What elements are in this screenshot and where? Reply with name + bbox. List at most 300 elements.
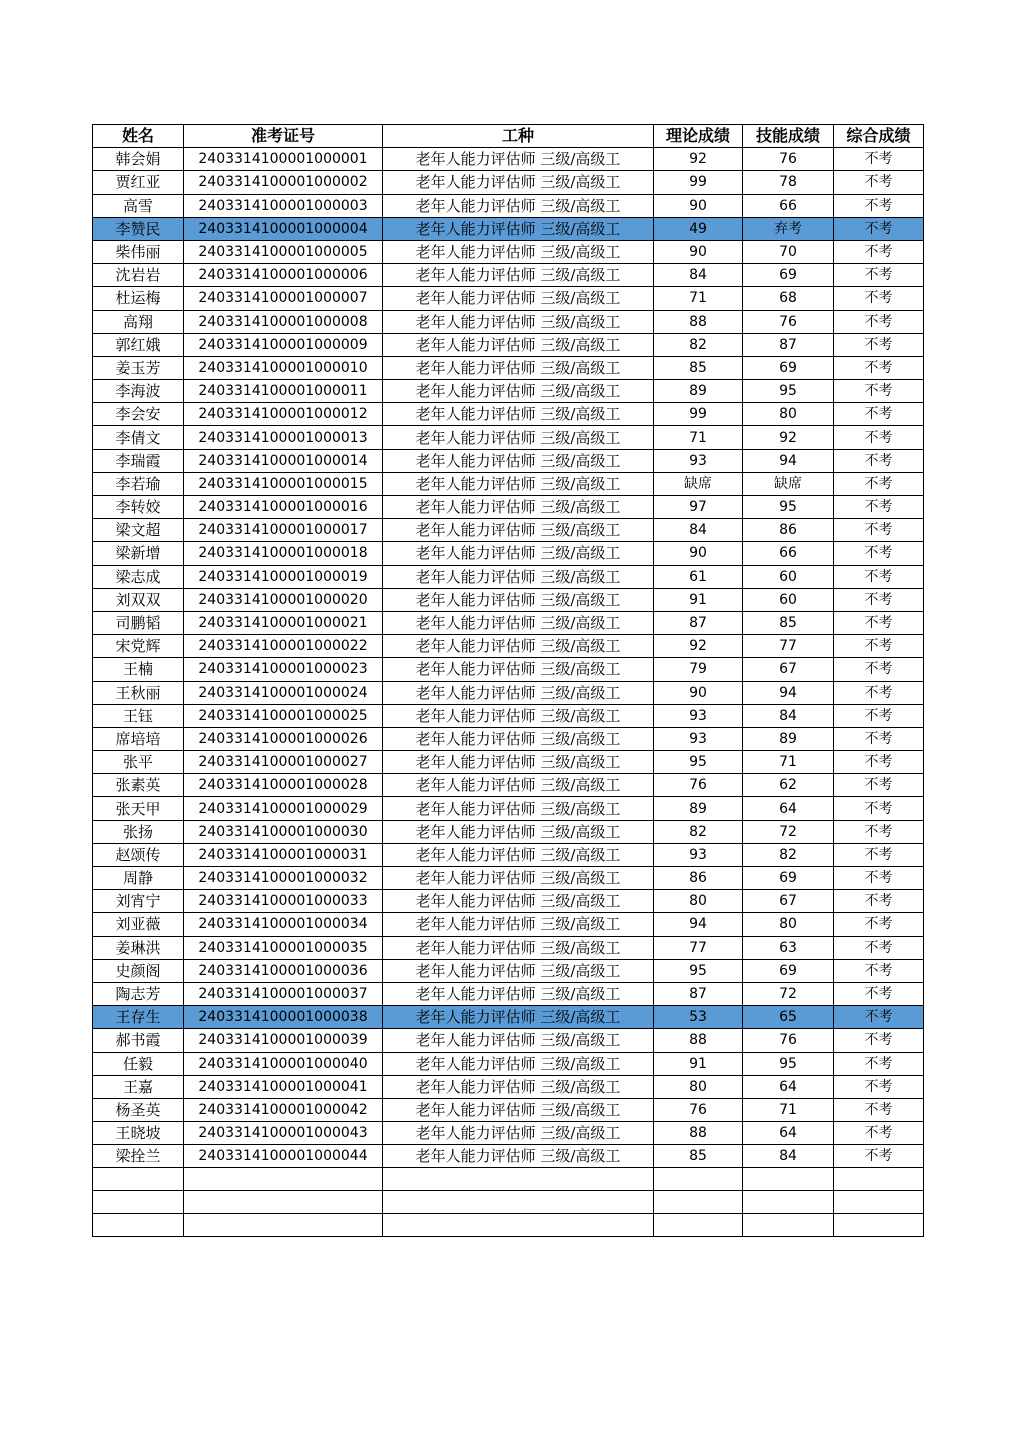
cell-overall-score: 不考 [834, 727, 924, 750]
cell-name: 姜玉芳 [93, 356, 184, 379]
cell-overall-score: 不考 [834, 913, 924, 936]
cell-overall-score: 不考 [834, 171, 924, 194]
cell-theory-score: 89 [654, 380, 743, 403]
cell-exam-id: 2403314100001000013 [184, 426, 383, 449]
cell-theory-score: 93 [654, 449, 743, 472]
cell-exam-id: 2403314100001000016 [184, 496, 383, 519]
table-row [93, 565, 924, 588]
table-row [93, 774, 924, 797]
cell-trade: 老年人能力评估师 三级/高级工 [383, 287, 654, 310]
cell-trade: 老年人能力评估师 三级/高级工 [383, 148, 654, 171]
cell-overall-score: 不考 [834, 380, 924, 403]
cell-skill-score: 66 [743, 194, 834, 217]
cell-exam-id: 2403314100001000027 [184, 751, 383, 774]
table-row [93, 913, 924, 936]
cell-overall-score: 不考 [834, 867, 924, 890]
cell-overall-score: 不考 [834, 658, 924, 681]
cell-name: 郭红娥 [93, 333, 184, 356]
cell-name: 梁志成 [93, 565, 184, 588]
cell-skill-score: 76 [743, 310, 834, 333]
cell-trade: 老年人能力评估师 三级/高级工 [383, 1145, 654, 1168]
header-row [93, 125, 924, 148]
cell-trade: 老年人能力评估师 三级/高级工 [383, 542, 654, 565]
cell-name: 张平 [93, 751, 184, 774]
cell-skill-score: 94 [743, 681, 834, 704]
cell-theory-score: 49 [654, 217, 743, 240]
cell-theory-score: 91 [654, 1052, 743, 1075]
cell-exam-id: 2403314100001000011 [184, 380, 383, 403]
cell-skill-score: 77 [743, 635, 834, 658]
table-row [93, 171, 924, 194]
cell-trade: 老年人能力评估师 三级/高级工 [383, 1006, 654, 1029]
cell-exam-id: 2403314100001000034 [184, 913, 383, 936]
cell-trade: 老年人能力评估师 三级/高级工 [383, 681, 654, 704]
cell-overall-score: 不考 [834, 959, 924, 982]
cell-theory-score: 95 [654, 959, 743, 982]
cell-skill-score: 71 [743, 751, 834, 774]
cell-theory-score: 80 [654, 1075, 743, 1098]
cell-skill-score: 82 [743, 843, 834, 866]
cell-trade: 老年人能力评估师 三级/高级工 [383, 936, 654, 959]
cell-skill-score: 72 [743, 820, 834, 843]
cell-overall-score: 不考 [834, 774, 924, 797]
cell-name: 柴伟丽 [93, 240, 184, 263]
cell-name: 史颜阁 [93, 959, 184, 982]
table-row [93, 1075, 924, 1098]
cell-exam-id: 2403314100001000022 [184, 635, 383, 658]
cell-trade: 老年人能力评估师 三级/高级工 [383, 704, 654, 727]
cell-trade: 老年人能力评估师 三级/高级工 [383, 867, 654, 890]
cell-theory-score: 76 [654, 1098, 743, 1121]
cell-overall-score: 不考 [834, 449, 924, 472]
cell-name: 宋党辉 [93, 635, 184, 658]
cell-name: 李海波 [93, 380, 184, 403]
cell-name: 李转姣 [93, 496, 184, 519]
cell-trade: 老年人能力评估师 三级/高级工 [383, 727, 654, 750]
cell-trade: 老年人能力评估师 三级/高级工 [383, 1029, 654, 1052]
table-row [93, 519, 924, 542]
cell-theory-score: 95 [654, 751, 743, 774]
cell-skill-score: 95 [743, 496, 834, 519]
cell-name: 席培培 [93, 727, 184, 750]
cell-trade: 老年人能力评估师 三级/高级工 [383, 519, 654, 542]
cell-theory-score: 82 [654, 820, 743, 843]
cell-overall-score: 不考 [834, 820, 924, 843]
table-row [93, 1029, 924, 1052]
cell-exam-id: 2403314100001000039 [184, 1029, 383, 1052]
cell-exam-id: 2403314100001000017 [184, 519, 383, 542]
table-row [93, 658, 924, 681]
cell-theory-score: 84 [654, 519, 743, 542]
table-row [93, 982, 924, 1005]
cell-exam-id: 2403314100001000030 [184, 820, 383, 843]
cell-trade: 老年人能力评估师 三级/高级工 [383, 658, 654, 681]
cell-theory-score: 93 [654, 704, 743, 727]
cell-skill-score: 87 [743, 333, 834, 356]
cell-trade: 老年人能力评估师 三级/高级工 [383, 380, 654, 403]
cell-theory-score: 92 [654, 148, 743, 171]
cell-name: 姜琳洪 [93, 936, 184, 959]
cell-theory-score: 82 [654, 333, 743, 356]
cell-overall-score: 不考 [834, 1052, 924, 1075]
cell-overall-score: 不考 [834, 542, 924, 565]
table-row [93, 751, 924, 774]
cell-trade: 老年人能力评估师 三级/高级工 [383, 913, 654, 936]
header-overall-score: 综合成绩 [834, 125, 924, 148]
cell-theory-score: 71 [654, 426, 743, 449]
cell-theory-score: 90 [654, 240, 743, 263]
cell-exam-id: 2403314100001000020 [184, 588, 383, 611]
cell-name: 陶志芳 [93, 982, 184, 1005]
cell-name: 王晓坡 [93, 1122, 184, 1145]
cell-trade: 老年人能力评估师 三级/高级工 [383, 565, 654, 588]
cell-trade: 老年人能力评估师 三级/高级工 [383, 333, 654, 356]
cell-trade: 老年人能力评估师 三级/高级工 [383, 959, 654, 982]
cell-overall-score: 不考 [834, 1098, 924, 1121]
blank-row [93, 1191, 924, 1214]
cell-name: 刘亚薇 [93, 913, 184, 936]
cell-trade: 老年人能力评估师 三级/高级工 [383, 472, 654, 495]
cell-trade: 老年人能力评估师 三级/高级工 [383, 240, 654, 263]
header-trade: 工种 [383, 125, 654, 148]
table-row [93, 403, 924, 426]
cell-skill-score: 76 [743, 1029, 834, 1052]
cell-skill-score: 85 [743, 611, 834, 634]
table-row [93, 1098, 924, 1121]
cell-theory-score: 88 [654, 1029, 743, 1052]
cell-theory-score: 99 [654, 171, 743, 194]
cell-skill-score: 69 [743, 867, 834, 890]
cell-overall-score: 不考 [834, 264, 924, 287]
cell-exam-id: 2403314100001000005 [184, 240, 383, 263]
cell-trade: 老年人能力评估师 三级/高级工 [383, 217, 654, 240]
cell-skill-score: 60 [743, 565, 834, 588]
cell-name: 杜运梅 [93, 287, 184, 310]
cell-exam-id: 2403314100001000019 [184, 565, 383, 588]
cell-exam-id: 2403314100001000004 [184, 217, 383, 240]
cell-name: 贾红亚 [93, 171, 184, 194]
cell-exam-id: 2403314100001000043 [184, 1122, 383, 1145]
cell-name: 王秋丽 [93, 681, 184, 704]
cell-exam-id: 2403314100001000008 [184, 310, 383, 333]
cell-exam-id: 2403314100001000003 [184, 194, 383, 217]
cell-overall-score: 不考 [834, 611, 924, 634]
cell-name: 李若瑜 [93, 472, 184, 495]
cell-name: 杨圣英 [93, 1098, 184, 1121]
table-row [93, 820, 924, 843]
cell-trade: 老年人能力评估师 三级/高级工 [383, 496, 654, 519]
cell-exam-id: 2403314100001000032 [184, 867, 383, 890]
cell-skill-score: 84 [743, 704, 834, 727]
cell-skill-score: 86 [743, 519, 834, 542]
table-row [93, 1145, 924, 1168]
cell-skill-score: 72 [743, 982, 834, 1005]
cell-exam-id: 2403314100001000038 [184, 1006, 383, 1029]
cell-name: 李会安 [93, 403, 184, 426]
cell-theory-score: 92 [654, 635, 743, 658]
table-row [93, 1006, 924, 1029]
cell-trade: 老年人能力评估师 三级/高级工 [383, 820, 654, 843]
cell-exam-id: 2403314100001000044 [184, 1145, 383, 1168]
cell-skill-score: 63 [743, 936, 834, 959]
cell-theory-score: 71 [654, 287, 743, 310]
cell-skill-score: 64 [743, 1122, 834, 1145]
cell-overall-score: 不考 [834, 310, 924, 333]
cell-skill-score: 76 [743, 148, 834, 171]
cell-theory-score: 88 [654, 1122, 743, 1145]
cell-theory-score: 61 [654, 565, 743, 588]
table-row [93, 240, 924, 263]
cell-overall-score: 不考 [834, 936, 924, 959]
table-row [93, 380, 924, 403]
cell-overall-score: 不考 [834, 681, 924, 704]
cell-theory-score: 87 [654, 982, 743, 1005]
cell-trade: 老年人能力评估师 三级/高级工 [383, 635, 654, 658]
cell-name: 梁拴兰 [93, 1145, 184, 1168]
cell-overall-score: 不考 [834, 704, 924, 727]
table-row [93, 936, 924, 959]
cell-overall-score: 不考 [834, 194, 924, 217]
cell-trade: 老年人能力评估师 三级/高级工 [383, 797, 654, 820]
cell-theory-score: 91 [654, 588, 743, 611]
cell-skill-score: 71 [743, 1098, 834, 1121]
cell-trade: 老年人能力评估师 三级/高级工 [383, 1075, 654, 1098]
cell-skill-score: 94 [743, 449, 834, 472]
cell-name: 刘双双 [93, 588, 184, 611]
blank-row [93, 1168, 924, 1191]
cell-trade: 老年人能力评估师 三级/高级工 [383, 843, 654, 866]
cell-exam-id: 2403314100001000002 [184, 171, 383, 194]
cell-trade: 老年人能力评估师 三级/高级工 [383, 1122, 654, 1145]
table-row [93, 635, 924, 658]
table-row [93, 588, 924, 611]
cell-overall-score: 不考 [834, 240, 924, 263]
cell-overall-score: 不考 [834, 635, 924, 658]
cell-exam-id: 2403314100001000014 [184, 449, 383, 472]
cell-theory-score: 79 [654, 658, 743, 681]
cell-name: 赵颂传 [93, 843, 184, 866]
cell-exam-id: 2403314100001000018 [184, 542, 383, 565]
cell-overall-score: 不考 [834, 565, 924, 588]
cell-theory-score: 99 [654, 403, 743, 426]
cell-theory-score: 90 [654, 681, 743, 704]
cell-exam-id: 2403314100001000035 [184, 936, 383, 959]
cell-trade: 老年人能力评估师 三级/高级工 [383, 171, 654, 194]
cell-skill-score: 84 [743, 1145, 834, 1168]
cell-skill-score: 78 [743, 171, 834, 194]
cell-overall-score: 不考 [834, 426, 924, 449]
cell-skill-score: 65 [743, 1006, 834, 1029]
header-skill-score: 技能成绩 [743, 125, 834, 148]
cell-theory-score: 90 [654, 194, 743, 217]
table-row [93, 472, 924, 495]
table-row [93, 611, 924, 634]
cell-name: 任毅 [93, 1052, 184, 1075]
cell-trade: 老年人能力评估师 三级/高级工 [383, 588, 654, 611]
cell-theory-score: 97 [654, 496, 743, 519]
cell-overall-score: 不考 [834, 519, 924, 542]
cell-skill-score: 69 [743, 959, 834, 982]
cell-overall-score: 不考 [834, 496, 924, 519]
cell-skill-score: 66 [743, 542, 834, 565]
cell-overall-score: 不考 [834, 1029, 924, 1052]
cell-overall-score: 不考 [834, 1122, 924, 1145]
cell-trade: 老年人能力评估师 三级/高级工 [383, 356, 654, 379]
cell-overall-score: 不考 [834, 333, 924, 356]
cell-name: 梁文超 [93, 519, 184, 542]
cell-overall-score: 不考 [834, 751, 924, 774]
cell-name: 张天甲 [93, 797, 184, 820]
cell-trade: 老年人能力评估师 三级/高级工 [383, 426, 654, 449]
cell-exam-id: 2403314100001000010 [184, 356, 383, 379]
cell-theory-score: 94 [654, 913, 743, 936]
cell-skill-score: 70 [743, 240, 834, 263]
cell-name: 王钰 [93, 704, 184, 727]
cell-name: 司鹏韬 [93, 611, 184, 634]
cell-theory-score: 93 [654, 843, 743, 866]
cell-name: 张扬 [93, 820, 184, 843]
cell-theory-score: 85 [654, 356, 743, 379]
cell-exam-id: 2403314100001000029 [184, 797, 383, 820]
cell-name: 李瑞霞 [93, 449, 184, 472]
table-row [93, 426, 924, 449]
cell-exam-id: 2403314100001000042 [184, 1098, 383, 1121]
table-row [93, 333, 924, 356]
cell-trade: 老年人能力评估师 三级/高级工 [383, 751, 654, 774]
blank-row [93, 1214, 924, 1237]
table-row [93, 959, 924, 982]
cell-exam-id: 2403314100001000028 [184, 774, 383, 797]
cell-theory-score: 80 [654, 890, 743, 913]
cell-trade: 老年人能力评估师 三级/高级工 [383, 1098, 654, 1121]
cell-name: 王楠 [93, 658, 184, 681]
cell-exam-id: 2403314100001000021 [184, 611, 383, 634]
header-theory-score: 理论成绩 [654, 125, 743, 148]
score-table [92, 124, 924, 1237]
cell-overall-score: 不考 [834, 843, 924, 866]
cell-skill-score: 95 [743, 1052, 834, 1075]
table-row [93, 287, 924, 310]
cell-skill-score: 80 [743, 913, 834, 936]
cell-name: 郝书霞 [93, 1029, 184, 1052]
table-row [93, 1122, 924, 1145]
cell-overall-score: 不考 [834, 982, 924, 1005]
table-row [93, 704, 924, 727]
cell-exam-id: 2403314100001000015 [184, 472, 383, 495]
table-row [93, 1052, 924, 1075]
table-row [93, 264, 924, 287]
table-row [93, 797, 924, 820]
cell-skill-score: 92 [743, 426, 834, 449]
cell-skill-score: 弃考 [743, 217, 834, 240]
cell-overall-score: 不考 [834, 217, 924, 240]
cell-skill-score: 95 [743, 380, 834, 403]
cell-skill-score: 69 [743, 264, 834, 287]
cell-theory-score: 89 [654, 797, 743, 820]
cell-trade: 老年人能力评估师 三级/高级工 [383, 611, 654, 634]
cell-skill-score: 缺席 [743, 472, 834, 495]
cell-name: 梁新增 [93, 542, 184, 565]
table-row [93, 148, 924, 171]
table-row [93, 890, 924, 913]
cell-theory-score: 93 [654, 727, 743, 750]
cell-overall-score: 不考 [834, 148, 924, 171]
cell-exam-id: 2403314100001000007 [184, 287, 383, 310]
table-row [93, 681, 924, 704]
table-row [93, 496, 924, 519]
cell-exam-id: 2403314100001000036 [184, 959, 383, 982]
cell-exam-id: 2403314100001000024 [184, 681, 383, 704]
table-row [93, 867, 924, 890]
cell-exam-id: 2403314100001000006 [184, 264, 383, 287]
cell-name: 高雪 [93, 194, 184, 217]
cell-exam-id: 2403314100001000009 [184, 333, 383, 356]
cell-overall-score: 不考 [834, 403, 924, 426]
cell-theory-score: 86 [654, 867, 743, 890]
table-row [93, 310, 924, 333]
cell-overall-score: 不考 [834, 1145, 924, 1168]
table-row [93, 727, 924, 750]
cell-exam-id: 2403314100001000001 [184, 148, 383, 171]
cell-trade: 老年人能力评估师 三级/高级工 [383, 449, 654, 472]
table-row [93, 449, 924, 472]
cell-theory-score: 85 [654, 1145, 743, 1168]
cell-overall-score: 不考 [834, 797, 924, 820]
cell-name: 王嘉 [93, 1075, 184, 1098]
cell-name: 李倩文 [93, 426, 184, 449]
cell-trade: 老年人能力评估师 三级/高级工 [383, 264, 654, 287]
cell-exam-id: 2403314100001000025 [184, 704, 383, 727]
cell-name: 王存生 [93, 1006, 184, 1029]
cell-trade: 老年人能力评估师 三级/高级工 [383, 982, 654, 1005]
table-body [93, 148, 924, 1168]
blank-rows [93, 1168, 924, 1237]
cell-overall-score: 不考 [834, 890, 924, 913]
cell-skill-score: 67 [743, 890, 834, 913]
cell-overall-score: 不考 [834, 588, 924, 611]
cell-name: 高翔 [93, 310, 184, 333]
cell-exam-id: 2403314100001000033 [184, 890, 383, 913]
cell-skill-score: 67 [743, 658, 834, 681]
table-row [93, 542, 924, 565]
cell-theory-score: 84 [654, 264, 743, 287]
cell-name: 刘宵宁 [93, 890, 184, 913]
cell-exam-id: 2403314100001000012 [184, 403, 383, 426]
cell-name: 张素英 [93, 774, 184, 797]
cell-theory-score: 缺席 [654, 472, 743, 495]
cell-theory-score: 77 [654, 936, 743, 959]
cell-name: 周静 [93, 867, 184, 890]
cell-exam-id: 2403314100001000040 [184, 1052, 383, 1075]
cell-trade: 老年人能力评估师 三级/高级工 [383, 403, 654, 426]
table-row [93, 843, 924, 866]
cell-overall-score: 不考 [834, 472, 924, 495]
cell-theory-score: 76 [654, 774, 743, 797]
cell-name: 韩会娟 [93, 148, 184, 171]
table-row [93, 194, 924, 217]
cell-theory-score: 87 [654, 611, 743, 634]
cell-skill-score: 64 [743, 1075, 834, 1098]
table-row [93, 217, 924, 240]
cell-overall-score: 不考 [834, 356, 924, 379]
cell-trade: 老年人能力评估师 三级/高级工 [383, 774, 654, 797]
cell-overall-score: 不考 [834, 1006, 924, 1029]
cell-skill-score: 68 [743, 287, 834, 310]
cell-skill-score: 80 [743, 403, 834, 426]
cell-exam-id: 2403314100001000041 [184, 1075, 383, 1098]
cell-skill-score: 64 [743, 797, 834, 820]
cell-trade: 老年人能力评估师 三级/高级工 [383, 890, 654, 913]
